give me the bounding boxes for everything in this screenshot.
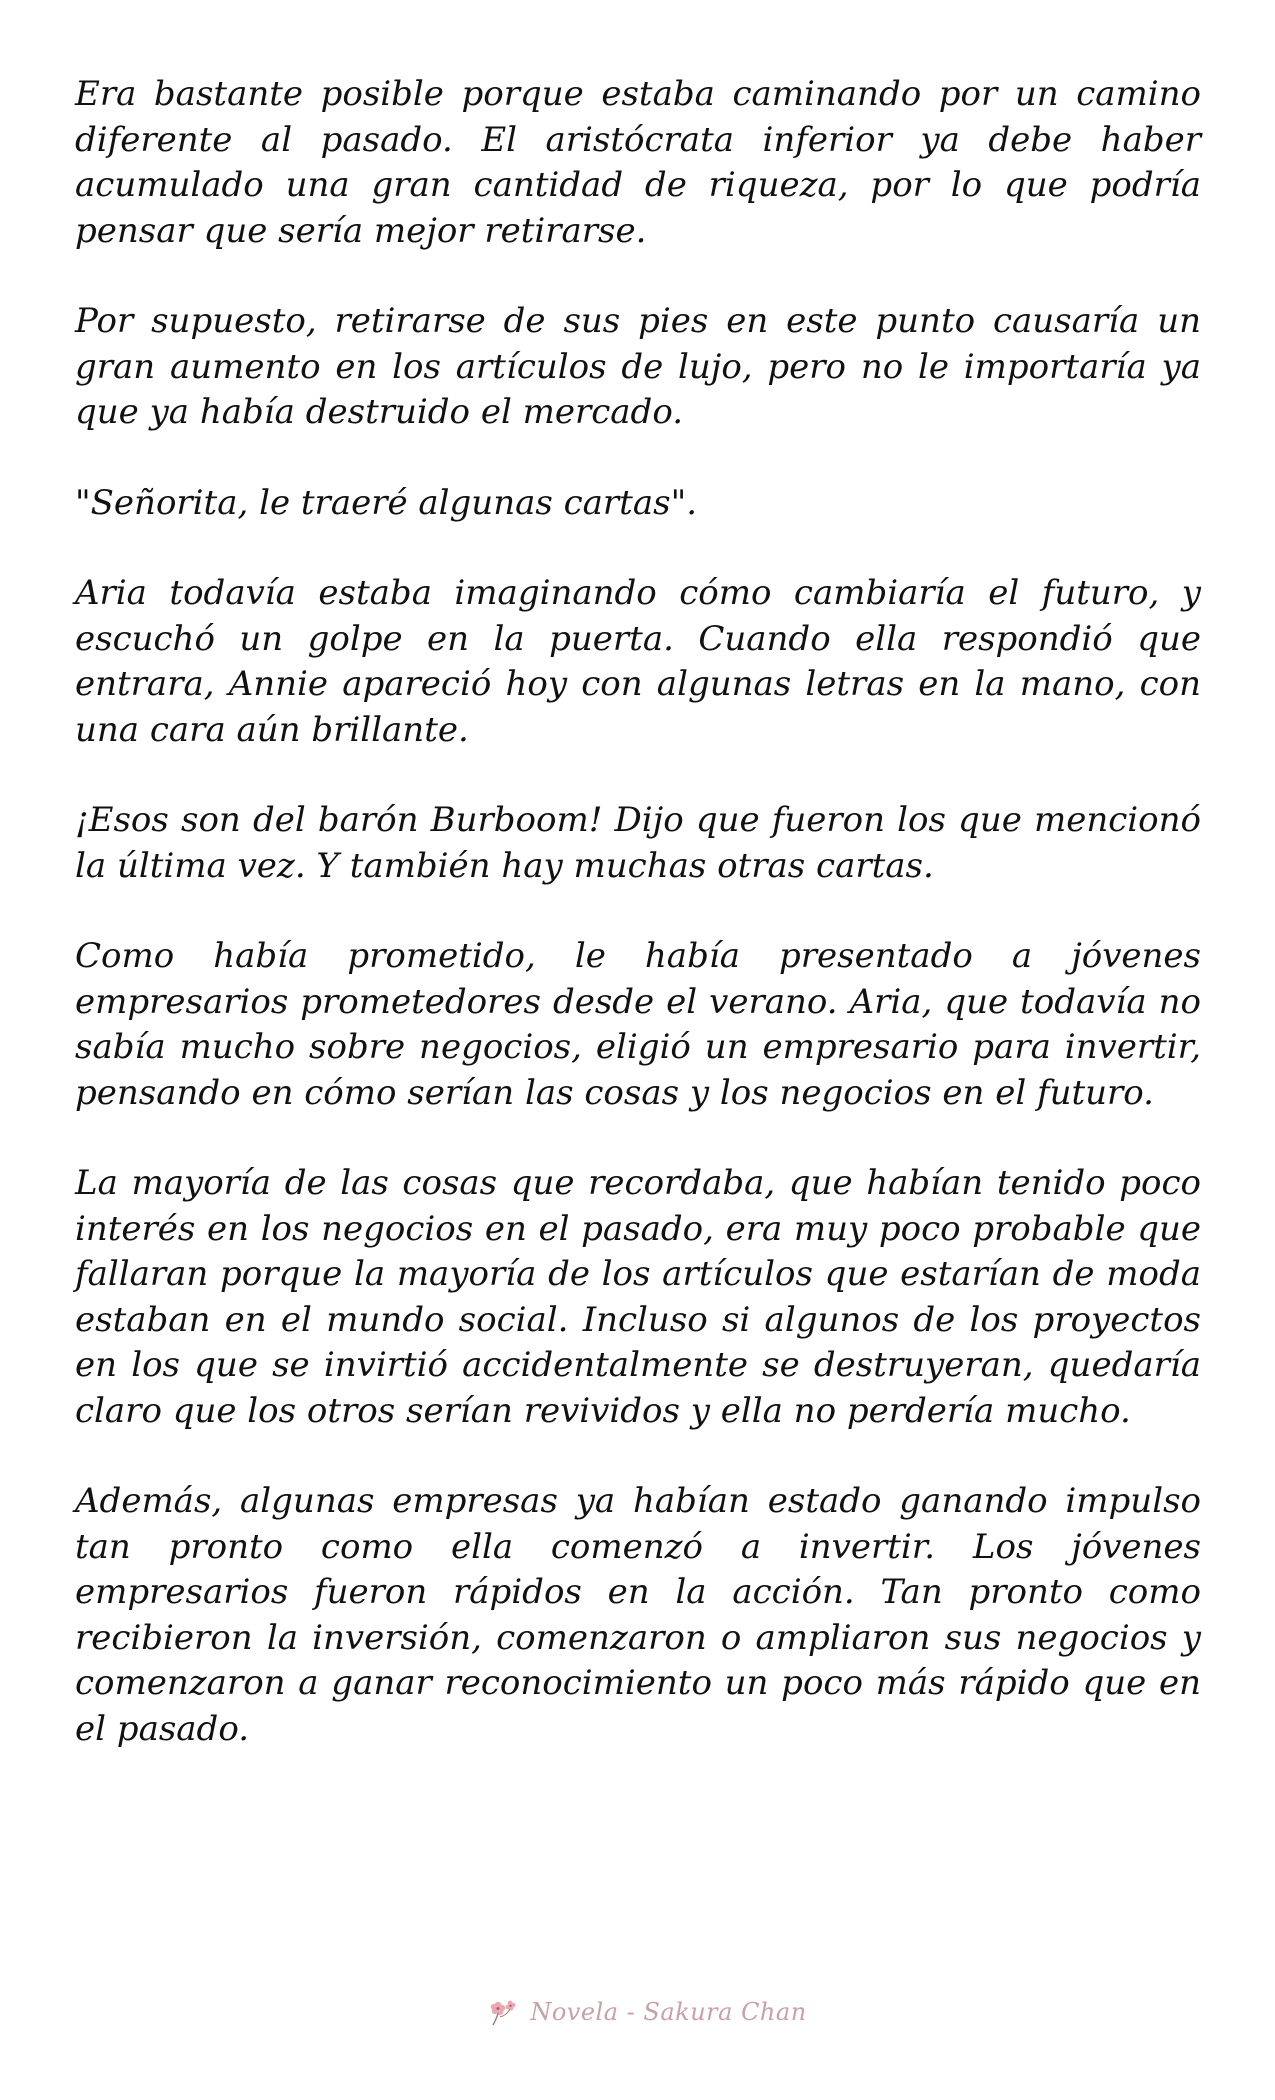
paragraph-3: "Señorita, le traeré algunas cartas".	[75, 482, 698, 523]
paragraph-7: La mayoría de las cosas que recordaba, que habían tenido poco interés en los negocios en el pasado, era muy poco probable que fallaran porque la mayoría de los artículos que estarían de moda estaban en el mundo social. Incluso si algunos de los proyectos en los que se invirtió accidentalmente se destruyeran, quedaría claro que los otros serían revividos y ella no perdería mucho.	[75, 1163, 1201, 1431]
paragraph-2: Por supuesto, retirarse de sus pies en este punto causaría un gran aumento en los artículos de lujo, pero no le importaría ya que ya había destruido el mercado.	[75, 301, 1201, 432]
footer-inner	[488, 1997, 806, 2027]
footer-watermark	[0, 1992, 1275, 2032]
paragraph-1: Era bastante posible porque estaba caminando por un camino diferente al pasado. El aristócrata inferior ya debe haber acumulado una gran cantidad de riqueza, por lo que podría pensar que sería mejor retirarse.	[75, 74, 1201, 251]
paragraph-8: Además, algunas empresas ya habían estado ganando impulso tan pronto como ella comenzó a invertir. Los jóvenes empresarios fueron rápidos en la acción. Tan pronto como recibieron la inversión, comenzaron o ampliaron sus negocios y comenzaron a ganar reconocimiento un poco más rápido que en el pasado.	[75, 1481, 1201, 1749]
document-body	[75, 72, 1201, 1797]
paragraph-6: Como había prometido, le había presentado a jóvenes empresarios prometedores desde el verano. Aria, que todavía no sabía mucho sobre negocios, eligió un empresario para invertir, pensando en cómo serían las cosas y los negocios en el futuro.	[75, 936, 1201, 1113]
paragraph-5: ¡Esos son del barón Burboom! Dijo que fueron los que mencionó la última vez. Y también hay muchas otras cartas.	[75, 800, 1201, 886]
footer-text: Novela - Sakura Chan	[530, 1998, 807, 2026]
cherry-blossom-icon	[488, 1997, 522, 2027]
paragraph-4: Aria todavía estaba imaginando cómo cambiaría el futuro, y escuchó un golpe en la puerta. Cuando ella respondió que entrara, Annie apareció hoy con algunas letras en la mano, con una cara aún brillante.	[75, 573, 1201, 750]
